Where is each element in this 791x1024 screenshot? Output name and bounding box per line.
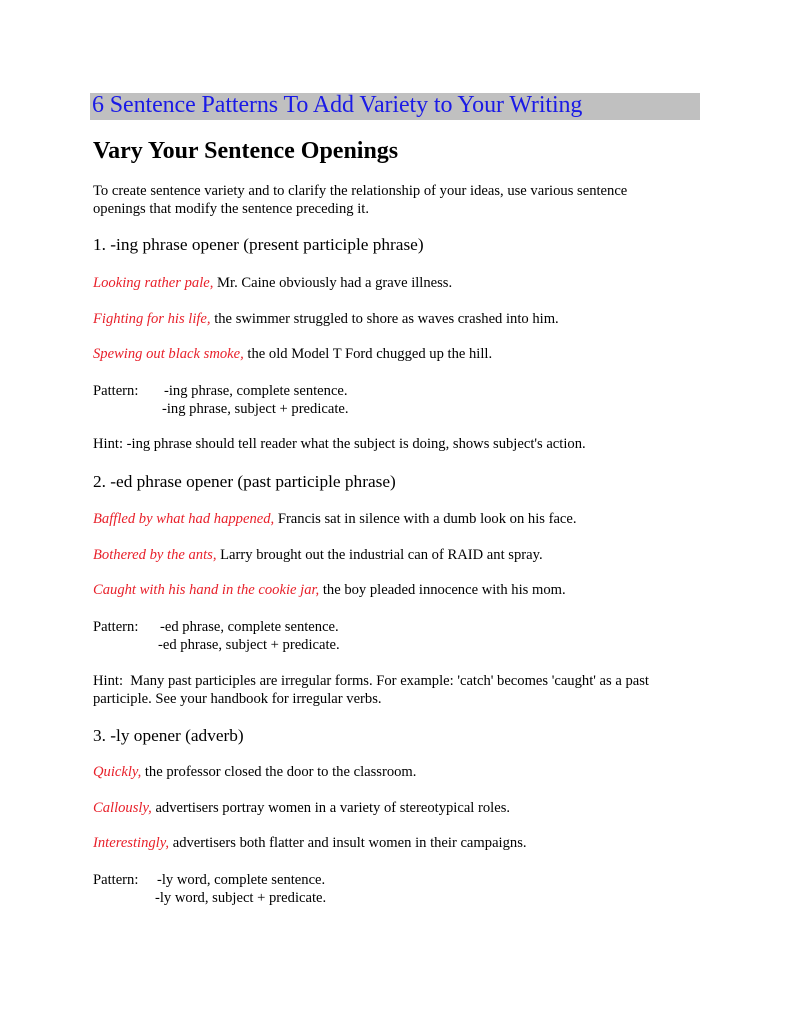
pattern-label: Pattern:	[93, 619, 139, 635]
intro-line-2: openings that modify the sentence preceding it.	[93, 201, 369, 217]
example-sentence	[93, 800, 510, 817]
pattern-line: -ing phrase, subject + predicate.	[162, 401, 349, 417]
example-sentence	[93, 582, 566, 599]
example-lead: Spewing out black smoke,	[93, 346, 244, 362]
example-lead: Interestingly,	[93, 835, 170, 851]
example-sentence	[93, 511, 577, 528]
example-rest: Larry brought out the industrial can of RAID ant spray.	[216, 547, 543, 563]
example-rest: Francis sat in silence with a dumb look on his face.	[274, 511, 577, 527]
example-lead: Looking rather pale,	[93, 275, 214, 291]
pattern-block	[93, 618, 693, 654]
example-lead: Callously,	[93, 800, 152, 816]
pattern-line: -ed phrase, complete sentence.	[160, 619, 339, 635]
hint-text	[93, 672, 693, 708]
example-sentence	[93, 764, 416, 781]
pattern-line: -ing phrase, complete sentence.	[164, 383, 348, 399]
example-rest: advertisers portray women in a variety of stereotypical roles.	[151, 800, 511, 816]
section-2-heading: 2. -ed phrase opener (past participle phrase)	[93, 472, 396, 491]
example-sentence	[93, 311, 559, 328]
example-sentence	[93, 835, 527, 852]
pattern-label: Pattern:	[93, 383, 139, 399]
example-rest: Mr. Caine obviously had a grave illness.	[213, 275, 453, 291]
example-lead: Fighting for his life,	[93, 311, 211, 327]
example-lead: Quickly,	[93, 764, 142, 780]
document-title-bar	[90, 93, 700, 120]
example-lead: Bothered by the ants,	[93, 547, 217, 563]
hint-text: Hint: -ing phrase should tell reader what the subject is doing, shows subject's action.	[93, 436, 586, 452]
document-title: 6 Sentence Patterns To Add Variety to Your Writing	[92, 92, 583, 118]
page-heading: Vary Your Sentence Openings	[93, 138, 399, 164]
example-rest: the old Model T Ford chugged up the hill.	[243, 346, 493, 362]
intro-paragraph	[93, 182, 693, 218]
pattern-block	[93, 382, 693, 418]
example-rest: advertisers both flatter and insult women in their campaigns.	[169, 835, 527, 851]
example-rest: the swimmer struggled to shore as waves crashed into him.	[210, 311, 559, 327]
pattern-block	[93, 871, 693, 907]
hint-line-2: participle. See your handbook for irregular verbs.	[93, 691, 382, 707]
example-sentence	[93, 275, 452, 292]
example-rest: the boy pleaded innocence with his mom.	[319, 582, 566, 598]
example-lead: Caught with his hand in the cookie jar,	[93, 582, 320, 598]
pattern-line: -ly word, complete sentence.	[157, 872, 326, 888]
intro-line-1: To create sentence variety and to clarify the relationship of your ideas, use various sentence	[93, 183, 628, 199]
pattern-line: -ed phrase, subject + predicate.	[158, 637, 340, 653]
example-rest: the professor closed the door to the classroom.	[141, 764, 417, 780]
section-3-heading: 3. -ly opener (adverb)	[93, 726, 244, 745]
hint-line-1: Hint: Many past participles are irregular forms. For example: 'catch' becomes 'caught' as a past	[93, 673, 649, 689]
example-lead: Baffled by what had happened,	[93, 511, 275, 527]
section-1-heading: 1. -ing phrase opener (present participle phrase)	[93, 235, 424, 254]
pattern-label: Pattern:	[93, 872, 139, 888]
example-sentence	[93, 346, 492, 363]
pattern-line: -ly word, subject + predicate.	[155, 890, 327, 906]
example-sentence	[93, 547, 543, 564]
